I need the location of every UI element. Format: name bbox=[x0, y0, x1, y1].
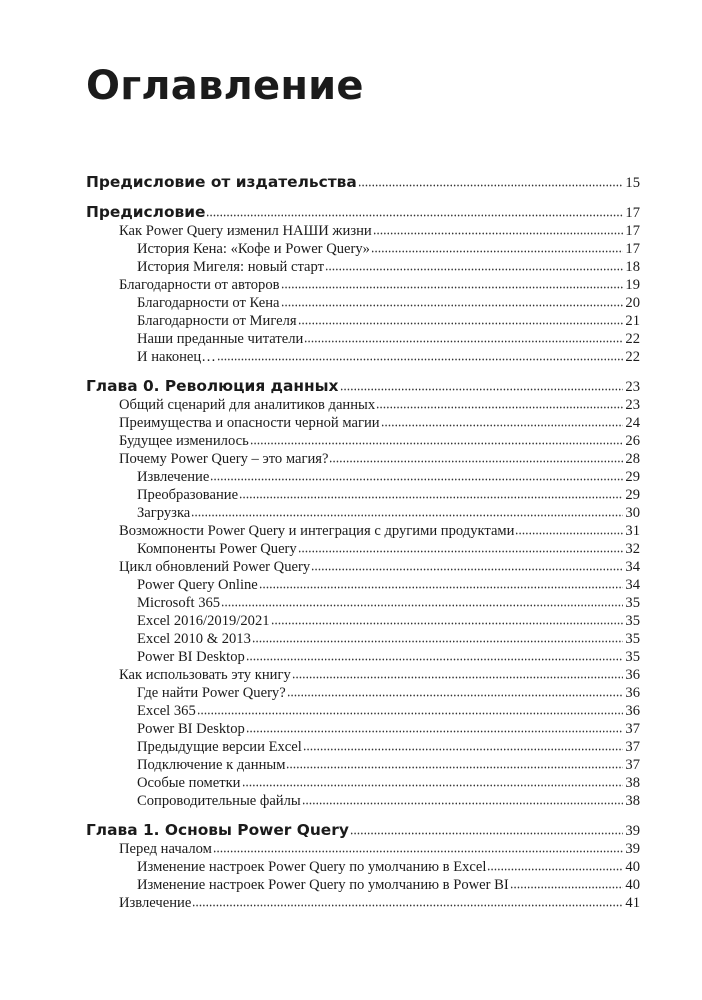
toc-chapter-entry[interactable] bbox=[86, 376, 640, 396]
toc-subsection-entry[interactable] bbox=[86, 348, 640, 366]
toc-entry-page-number: 19 bbox=[625, 277, 640, 293]
dot-leader bbox=[292, 675, 624, 680]
dot-leader bbox=[210, 477, 623, 482]
toc-entry-page-number: 41 bbox=[625, 895, 640, 911]
toc-section-entry[interactable] bbox=[86, 894, 640, 912]
toc-entry-page-number: 30 bbox=[625, 505, 640, 521]
toc-entry-title: Общий сценарий для аналитиков данных bbox=[119, 397, 376, 413]
toc-entry-title: Изменение настроек Power Query по умолчанию в Power BI bbox=[137, 877, 509, 893]
toc-entry-page-number: 31 bbox=[625, 523, 640, 539]
toc-section-entry[interactable] bbox=[86, 666, 640, 684]
toc-entry-title: Будущее изменилось bbox=[119, 433, 249, 449]
toc-entry-page-number: 18 bbox=[625, 259, 640, 275]
dot-leader bbox=[246, 657, 624, 662]
dot-leader bbox=[340, 387, 624, 392]
table-of-contents bbox=[86, 172, 640, 912]
toc-subsection-entry[interactable] bbox=[86, 612, 640, 630]
toc-entry-page-number: 22 bbox=[625, 349, 640, 365]
toc-entry-title: Microsoft 365 bbox=[137, 595, 221, 611]
toc-entry-page-number: 39 bbox=[625, 841, 640, 857]
toc-entry-title: Наши преданные читатели bbox=[137, 331, 304, 347]
toc-entry-page-number: 28 bbox=[625, 451, 640, 467]
toc-entry-title: Благодарности от Кена bbox=[137, 295, 280, 311]
toc-section-entry[interactable] bbox=[86, 522, 640, 540]
toc-entry-title: Power Query Online bbox=[137, 577, 258, 593]
toc-entry-title: Предыдущие версии Excel bbox=[137, 739, 302, 755]
toc-entry-title: Как Power Query изменил НАШИ жизни bbox=[119, 223, 372, 239]
toc-entry-page-number: 26 bbox=[625, 433, 640, 449]
toc-section-entry[interactable] bbox=[86, 450, 640, 468]
toc-entry-page-number: 40 bbox=[625, 859, 640, 875]
toc-entry-title: Excel 2016/2019/2021 bbox=[137, 613, 270, 629]
dot-leader bbox=[191, 513, 623, 518]
toc-entry-page-number: 23 bbox=[625, 397, 640, 413]
toc-entry-title: Возможности Power Query и интеграция с другими продуктами bbox=[119, 523, 515, 539]
toc-entry-page-number: 35 bbox=[625, 613, 640, 629]
toc-entry-page-number: 21 bbox=[625, 313, 640, 329]
toc-entry-title: Цикл обновлений Power Query bbox=[119, 559, 311, 575]
toc-entry-title: История Мигеля: новый старт bbox=[137, 259, 324, 275]
toc-subsection-entry[interactable] bbox=[86, 294, 640, 312]
dot-leader bbox=[302, 801, 624, 806]
dot-leader bbox=[286, 765, 623, 770]
dot-leader bbox=[329, 459, 623, 464]
dot-leader bbox=[287, 693, 624, 698]
toc-entry-page-number: 36 bbox=[625, 703, 640, 719]
toc-entry-title: Excel 365 bbox=[137, 703, 196, 719]
dot-leader bbox=[259, 585, 624, 590]
toc-subsection-entry[interactable] bbox=[86, 540, 640, 558]
toc-chapter-entry[interactable] bbox=[86, 172, 640, 192]
toc-entry-page-number: 17 bbox=[625, 223, 640, 239]
toc-subsection-entry[interactable] bbox=[86, 486, 640, 504]
toc-subsection-entry[interactable] bbox=[86, 702, 640, 720]
toc-entry-title: Почему Power Query – это магия? bbox=[119, 451, 329, 467]
toc-entry-title: Предисловие bbox=[86, 203, 206, 221]
toc-entry-page-number: 40 bbox=[625, 877, 640, 893]
toc-entry-page-number: 34 bbox=[625, 559, 640, 575]
toc-subsection-entry[interactable] bbox=[86, 576, 640, 594]
dot-leader bbox=[376, 405, 623, 410]
toc-entry-page-number: 17 bbox=[625, 205, 640, 221]
toc-entry-title: Изменение настроек Power Query по умолчанию в Excel bbox=[137, 859, 487, 875]
toc-entry-page-number: 29 bbox=[625, 469, 640, 485]
toc-entry-title: Перед началом bbox=[119, 841, 212, 857]
toc-entry-title: Подключение к данным bbox=[137, 757, 286, 773]
toc-entry-page-number: 37 bbox=[625, 721, 640, 737]
toc-entry-title: Где найти Power Query? bbox=[137, 685, 286, 701]
toc-entry-page-number: 24 bbox=[625, 415, 640, 431]
toc-entry-page-number: 20 bbox=[625, 295, 640, 311]
dot-leader bbox=[358, 183, 624, 188]
toc-entry-title: Excel 2010 & 2013 bbox=[137, 631, 251, 647]
toc-entry-page-number: 32 bbox=[625, 541, 640, 557]
dot-leader bbox=[271, 621, 624, 626]
toc-entry-title: Как использовать эту книгу bbox=[119, 667, 291, 683]
dot-leader bbox=[252, 639, 624, 644]
toc-entry-page-number: 22 bbox=[625, 331, 640, 347]
toc-subsection-entry[interactable] bbox=[86, 648, 640, 666]
dot-leader bbox=[281, 285, 624, 290]
dot-leader bbox=[298, 321, 624, 326]
dot-leader bbox=[246, 729, 624, 734]
toc-entry-page-number: 15 bbox=[625, 175, 640, 191]
toc-subsection-entry[interactable] bbox=[86, 858, 640, 876]
toc-entry-page-number: 34 bbox=[625, 577, 640, 593]
toc-subsection-entry[interactable] bbox=[86, 468, 640, 486]
toc-subsection-entry[interactable] bbox=[86, 684, 640, 702]
toc-subsection-entry[interactable] bbox=[86, 792, 640, 810]
page-title: Оглавление bbox=[86, 63, 364, 109]
toc-entry-title: Power BI Desktop bbox=[137, 649, 245, 665]
toc-section-entry[interactable] bbox=[86, 432, 640, 450]
toc-entry-page-number: 17 bbox=[625, 241, 640, 257]
toc-subsection-entry[interactable] bbox=[86, 630, 640, 648]
toc-section-entry[interactable] bbox=[86, 558, 640, 576]
dot-leader bbox=[304, 339, 623, 344]
toc-entry-page-number: 39 bbox=[625, 823, 640, 839]
toc-entry-page-number: 36 bbox=[625, 685, 640, 701]
dot-leader bbox=[487, 867, 623, 872]
toc-chapter-entry[interactable] bbox=[86, 202, 640, 222]
dot-leader bbox=[325, 267, 623, 272]
toc-entry-page-number: 37 bbox=[625, 757, 640, 773]
toc-entry-title: Глава 0. Революция данных bbox=[86, 377, 339, 395]
dot-leader bbox=[250, 441, 624, 446]
toc-entry-page-number: 37 bbox=[625, 739, 640, 755]
toc-entry-page-number: 38 bbox=[625, 775, 640, 791]
toc-subsection-entry[interactable] bbox=[86, 258, 640, 276]
toc-subsection-entry[interactable] bbox=[86, 330, 640, 348]
toc-subsection-entry[interactable] bbox=[86, 720, 640, 738]
dot-leader bbox=[281, 303, 624, 308]
dot-leader bbox=[371, 249, 623, 254]
dot-leader bbox=[192, 903, 623, 908]
toc-chapter-entry[interactable] bbox=[86, 820, 640, 840]
toc-entry-page-number: 35 bbox=[625, 595, 640, 611]
toc-subsection-entry[interactable] bbox=[86, 738, 640, 756]
toc-section-entry[interactable] bbox=[86, 840, 640, 858]
toc-entry-page-number: 36 bbox=[625, 667, 640, 683]
toc-subsection-entry[interactable] bbox=[86, 876, 640, 894]
toc-entry-title: Извлечение bbox=[119, 895, 192, 911]
toc-entry-page-number: 35 bbox=[625, 649, 640, 665]
toc-entry-title: Благодарности от Мигеля bbox=[137, 313, 297, 329]
toc-entry-title: Преобразование bbox=[137, 487, 239, 503]
toc-entry-title: Загрузка bbox=[137, 505, 191, 521]
toc-subsection-entry[interactable] bbox=[86, 756, 640, 774]
toc-entry-page-number: 29 bbox=[625, 487, 640, 503]
toc-entry-title: Глава 1. Основы Power Query bbox=[86, 821, 349, 839]
dot-leader bbox=[217, 357, 624, 362]
toc-entry-page-number: 38 bbox=[625, 793, 640, 809]
toc-subsection-entry[interactable] bbox=[86, 312, 640, 330]
dot-leader bbox=[311, 567, 623, 572]
toc-subsection-entry[interactable] bbox=[86, 594, 640, 612]
toc-entry-title: Компоненты Power Query bbox=[137, 541, 297, 557]
dot-leader bbox=[206, 213, 623, 218]
toc-entry-page-number: 23 bbox=[625, 379, 640, 395]
toc-entry-title: Предисловие от издательства bbox=[86, 173, 357, 191]
toc-section-entry[interactable] bbox=[86, 414, 640, 432]
dot-leader bbox=[350, 831, 624, 836]
dot-leader bbox=[373, 231, 624, 236]
dot-leader bbox=[213, 849, 624, 854]
toc-entry-title: Сопроводительные файлы bbox=[137, 793, 301, 809]
dot-leader bbox=[221, 603, 623, 608]
toc-entry-title: Power BI Desktop bbox=[137, 721, 245, 737]
toc-section-entry[interactable] bbox=[86, 222, 640, 240]
toc-entry-title: И наконец… bbox=[137, 349, 216, 365]
dot-leader bbox=[510, 885, 624, 890]
dot-leader bbox=[239, 495, 623, 500]
toc-entry-title: Особые пометки bbox=[137, 775, 241, 791]
dot-leader bbox=[303, 747, 624, 752]
dot-leader bbox=[197, 711, 624, 716]
toc-subsection-entry[interactable] bbox=[86, 240, 640, 258]
toc-entry-title: Преимущества и опасности черной магии bbox=[119, 415, 380, 431]
toc-subsection-entry[interactable] bbox=[86, 504, 640, 522]
toc-entry-title: Благодарности от авторов bbox=[119, 277, 280, 293]
dot-leader bbox=[298, 549, 624, 554]
dot-leader bbox=[242, 783, 624, 788]
toc-subsection-entry[interactable] bbox=[86, 774, 640, 792]
toc-section-entry[interactable] bbox=[86, 396, 640, 414]
toc-entry-title: Извлечение bbox=[137, 469, 210, 485]
toc-section-entry[interactable] bbox=[86, 276, 640, 294]
dot-leader bbox=[515, 531, 623, 536]
toc-entry-title: История Кена: «Кофе и Power Query» bbox=[137, 241, 370, 257]
toc-entry-page-number: 35 bbox=[625, 631, 640, 647]
dot-leader bbox=[381, 423, 624, 428]
